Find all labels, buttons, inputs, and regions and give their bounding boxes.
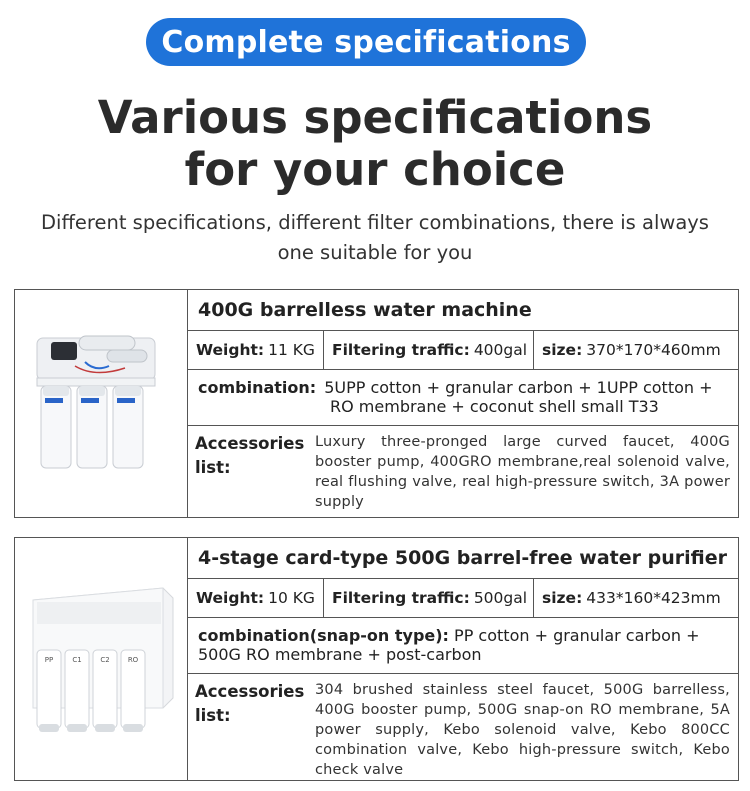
- title-line-1: Various specifications: [97, 91, 653, 144]
- combination-label: combination(snap-on type):: [198, 626, 449, 645]
- combination-value: PP cotton + granular carbon + 500G RO membrane + post-carbon: [198, 626, 700, 664]
- product-name-row: [188, 290, 738, 331]
- title-line-2: for your choice: [184, 143, 566, 196]
- accessories-label-line2: list:: [195, 706, 231, 725]
- product-name-row: [188, 538, 738, 579]
- accessories-row: [188, 426, 738, 518]
- traffic-cell: [324, 331, 534, 369]
- filter-label-c1: C1: [72, 656, 82, 664]
- product-name: 4-stage card-type 500G barrel-free water purifier: [198, 547, 727, 569]
- page-title: [0, 92, 750, 196]
- accessories-label: [195, 432, 315, 512]
- size-label: size:: [542, 589, 583, 607]
- product-name: 400G barrelless water machine: [198, 299, 532, 321]
- combination-row: [188, 618, 738, 674]
- filter-label-c2: C2: [100, 656, 110, 664]
- weight-value: 10 KG: [268, 589, 315, 607]
- accessories-label-line1: Accessories: [195, 434, 305, 453]
- accessories-row: [188, 674, 738, 781]
- weight-value: 11 KG: [268, 341, 315, 359]
- specs-row: [188, 579, 738, 618]
- filter-label-pp: PP: [44, 656, 54, 664]
- traffic-value: 500gal: [473, 589, 528, 607]
- size-value: 370*170*460mm: [586, 341, 721, 359]
- section-badge: Complete specifications: [146, 18, 586, 66]
- combination-value-line1: 5UPP cotton + granular carbon + 1UPP cotton +: [324, 378, 713, 397]
- size-cell: [534, 579, 738, 617]
- combination-value-line2: RO membrane + coconut shell small T33: [330, 397, 659, 416]
- combination-label: combination:: [198, 378, 317, 397]
- traffic-label: Filtering traffic:: [332, 589, 470, 607]
- specs-row: [188, 331, 738, 370]
- size-label: size:: [542, 341, 583, 359]
- product-card-500g: [14, 537, 739, 781]
- accessories-label-line2: list:: [195, 458, 231, 477]
- card-type-purifier-illustration: [15, 538, 188, 780]
- combination-row: [188, 370, 738, 426]
- traffic-label: Filtering traffic:: [332, 341, 470, 359]
- product-image-400g: [15, 290, 188, 517]
- accessories-label-line1: Accessories: [195, 682, 305, 701]
- size-value: 433*160*423mm: [586, 589, 721, 607]
- page-subtitle: Different specifications, different filter combinations, there is always one suitable for you: [41, 211, 709, 264]
- traffic-cell: [324, 579, 534, 617]
- weight-cell: [188, 579, 324, 617]
- accessories-label: [195, 680, 315, 780]
- size-cell: [534, 331, 738, 369]
- ro-machine-illustration: [15, 290, 188, 517]
- weight-cell: [188, 331, 324, 369]
- product-image-500g: [15, 538, 188, 780]
- weight-label: Weight:: [196, 589, 265, 607]
- accessories-text: 304 brushed stainless steel faucet, 500G barrelless, 400G booster pump, 500G snap-on RO membrane, 5A power supply, Kebo solenoid valve, Kebo 800CC combination valve, Kebo high-pressure switch, Kebo check valve: [315, 682, 730, 778]
- accessories-text: Luxury three-pronged large curved faucet, 400G booster pump, 400GRO membrane,real solenoid valve, real flushing valve, real high-pressure switch, 3A power supply: [315, 434, 730, 510]
- traffic-value: 400gal: [473, 341, 528, 359]
- weight-label: Weight:: [196, 341, 265, 359]
- product-card-400g: [14, 289, 739, 518]
- filter-label-ro: RO: [127, 656, 139, 664]
